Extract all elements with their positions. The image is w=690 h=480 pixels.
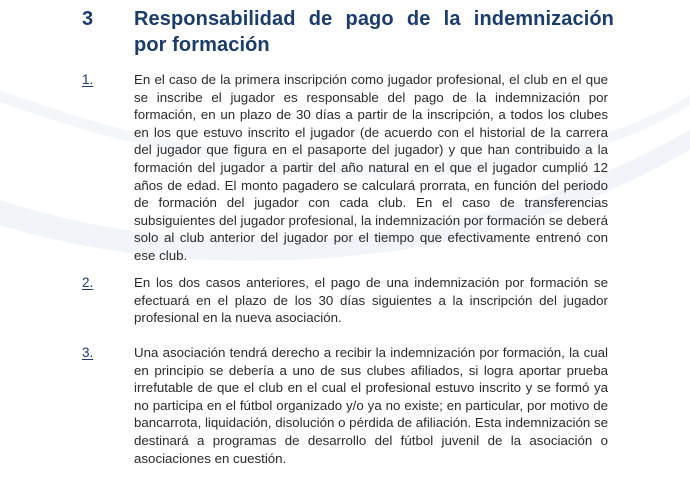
item-paragraph: Una asociación tendrá derecho a recibir la indemnización por formación, la cual en principio se debería a uno de sus clubes afiliados, si logra aportar prueba irrefutable de que el club en el cual el profesional estuvo inscrito y se formó ya no participa en el fútbol organizado y/o ya no existe; en particular, por motivo de bancarrota, liquidación, disolución o pérdida de afiliación. Esta indemnización se destinará a programas de desarrollo del fútbol juvenil de la asociación o asociaciones en cuestión. — [134, 345, 608, 466]
section-title: Responsabilidad de pago de la indemnización por formación — [134, 8, 614, 56]
item-paragraph: En los dos casos anteriores, el pago de una indemnización por formación se efectuará en el plazo de los 30 días siguientes a la inscripción del jugador profesional en la nueva asociación. — [134, 275, 608, 326]
section-number: 3 — [82, 8, 94, 30]
item-paragraph: En el caso de la primera inscripción como jugador profesional, el club en el que se inscribe el jugador es responsable del pago de la indemnización por formación, en un plazo de 30 días a partir de la inscripción, a todos los clubes en los que estuvo inscrito el jugador (de acuerdo con el historial de la carrera del jugador que figura en el pasaporte del jugador) y que han contribuido a la formación del jugador a partir del año natural en el que el jugador cumplió 12 años de edad. El monto pagadero se calculará prorrata, en función del periodo de formación del jugador con cada club. En el caso de transferencias subsiguientes del jugador profesional, la indemnización por formación se deberá solo al club anterior del jugador por el tiempo que efectivamente entrenó con ese club. — [134, 72, 608, 263]
item-number: 2. — [82, 275, 94, 290]
item-number: 3. — [82, 345, 94, 360]
item-number: 1. — [82, 72, 94, 87]
